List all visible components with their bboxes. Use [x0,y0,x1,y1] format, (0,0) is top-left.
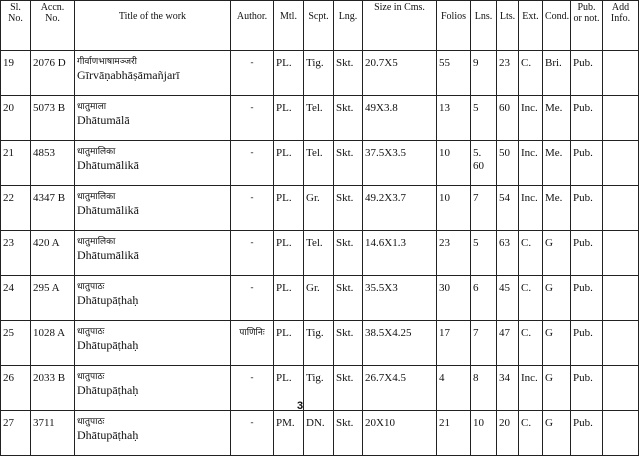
title-devanagari: धातुपाठः [77,417,105,427]
title-transliteration: Dhātumālikā [77,158,139,172]
title-devanagari: धातुमालिका [77,147,116,157]
cell-title [75,186,231,231]
cell-published: Pub. [571,366,603,411]
lines-value: 6 [473,282,479,294]
cell-condition: Me. [543,141,571,186]
cell-lines [471,411,497,456]
title-devanagari: धातुमालिका [77,192,116,202]
cell-material: PL. [274,96,304,141]
cell-additional-info [603,186,639,231]
title-devanagari: धातुमाला [77,102,107,112]
cell-accn-no: 2076 D [31,51,75,96]
cell-author: - [231,141,274,186]
cell-title [75,231,231,276]
cell-size: 14.6X1.3 [363,231,437,276]
cell-title [75,96,231,141]
cell-folios: 30 [437,276,471,321]
cell-language: Skt. [334,51,363,96]
cell-title [75,141,231,186]
table-row [1,141,639,186]
cell-sl-no: 26 [1,366,31,411]
cell-script: Gr. [304,276,334,321]
cell-script: Tel. [304,231,334,276]
header-condition: Cond. [543,1,571,51]
cell-extent: Inc. [519,186,543,231]
cell-author: - [231,51,274,96]
cell-author: - [231,276,274,321]
cell-extent: C. [519,321,543,366]
cell-sl-no: 24 [1,276,31,321]
cell-size: 20X10 [363,411,437,456]
title-transliteration: Dhātupāṭhaḥ [77,338,139,352]
cell-language: Skt. [334,141,363,186]
cell-accn-no: 2033 B [31,366,75,411]
cell-accn-no: 3711 [31,411,75,456]
cell-extent: C. [519,276,543,321]
table-row [1,411,639,456]
table-row [1,276,639,321]
cell-script: Tel. [304,141,334,186]
cell-size: 38.5X4.25 [363,321,437,366]
header-folios: Folios [437,1,471,51]
title-transliteration: Dhātupāṭhaḥ [77,428,139,442]
cell-size: 26.7X4.5 [363,366,437,411]
cell-material: PM. [274,411,304,456]
cell-language: Skt. [334,96,363,141]
cell-language: Skt. [334,186,363,231]
cell-condition: G [543,321,571,366]
cell-material: PL. [274,276,304,321]
cell-size: 35.5X3 [363,276,437,321]
cell-letters: 54 [497,186,519,231]
cell-condition: G [543,366,571,411]
cell-published: Pub. [571,276,603,321]
cell-sl-no: 23 [1,231,31,276]
cell-sl-no: 25 [1,321,31,366]
cell-additional-info [603,276,639,321]
cell-folios: 17 [437,321,471,366]
header-language: Lng. [334,1,363,51]
table-row [1,96,639,141]
cell-folios: 55 [437,51,471,96]
cell-title [75,51,231,96]
lines-value: 5. [473,147,482,159]
cell-published: Pub. [571,231,603,276]
page-number: 3 [296,400,304,412]
cell-letters: 60 [497,96,519,141]
cell-additional-info [603,231,639,276]
cell-additional-info [603,141,639,186]
cell-condition: Me. [543,186,571,231]
cell-title [75,276,231,321]
cell-additional-info [603,96,639,141]
cell-size: 20.7X5 [363,51,437,96]
title-transliteration: Dhātupāṭhaḥ [77,383,139,397]
lines-value: 7 [473,192,479,204]
cell-script: Tig. [304,321,334,366]
cell-additional-info [603,321,639,366]
cell-language: Skt. [334,276,363,321]
cell-letters: 50 [497,141,519,186]
cell-letters: 34 [497,366,519,411]
lines-value: 5 [473,102,479,114]
cell-language: Skt. [334,366,363,411]
lines-value: 10 [473,417,484,429]
cell-additional-info [603,51,639,96]
lines-value: 8 [473,372,479,384]
cell-author: पाणिनिः [231,321,274,366]
cell-script: DN. [304,411,334,456]
cell-lines [471,96,497,141]
lines-value: 5 [473,237,479,249]
cell-script: Tig. [304,51,334,96]
header-sl-no: Sl. No. [1,1,31,51]
cell-accn-no: 4347 B [31,186,75,231]
cell-folios: 10 [437,186,471,231]
cell-material: PL. [274,366,304,411]
cell-lines [471,276,497,321]
cell-folios: 4 [437,366,471,411]
cell-material: PL. [274,141,304,186]
cell-folios: 13 [437,96,471,141]
title-transliteration: Dhātupāṭhaḥ [77,293,139,307]
cell-author: - [231,231,274,276]
cell-material: PL. [274,321,304,366]
cell-sl-no: 20 [1,96,31,141]
lines-value: 9 [473,57,479,69]
header-extent: Ext. [519,1,543,51]
cell-condition: G [543,276,571,321]
cell-lines [471,231,497,276]
cell-material: PL. [274,51,304,96]
cell-letters: 20 [497,411,519,456]
cell-script: Tig. [304,366,334,411]
title-devanagari: धातुपाठः [77,372,105,382]
cell-accn-no: 420 A [31,231,75,276]
cell-condition: Me. [543,96,571,141]
cell-extent: Inc. [519,141,543,186]
cell-size: 49.2X3.7 [363,186,437,231]
header-title: Title of the work [75,1,231,51]
cell-lines [471,321,497,366]
header-accn-no: Accn. No. [31,1,75,51]
cell-language: Skt. [334,231,363,276]
lines-value: 7 [473,327,479,339]
table-row [1,231,639,276]
cell-author: - [231,186,274,231]
title-devanagari: गीर्वाणभाषामञ्जरी [77,57,138,67]
cell-folios: 21 [437,411,471,456]
header-size: Size in Cms. [363,1,437,51]
cell-sl-no: 19 [1,51,31,96]
cell-script: Gr. [304,186,334,231]
title-transliteration: Gīrvāṇabhāṣāmañjarī [77,68,180,82]
cell-author: - [231,96,274,141]
cell-additional-info [603,366,639,411]
header-script: Scpt. [304,1,334,51]
cell-accn-no: 4853 [31,141,75,186]
cell-condition: G [543,231,571,276]
cell-extent: C. [519,231,543,276]
cell-lines [471,51,497,96]
cell-published: Pub. [571,51,603,96]
cell-letters: 63 [497,231,519,276]
cell-extent: C. [519,51,543,96]
title-transliteration: Dhātumālikā [77,203,139,217]
header-row [1,1,639,51]
cell-language: Skt. [334,321,363,366]
cell-title [75,411,231,456]
cell-published: Pub. [571,411,603,456]
cell-published: Pub. [571,321,603,366]
cell-author: - [231,411,274,456]
cell-extent: Inc. [519,366,543,411]
table-row [1,186,639,231]
cell-accn-no: 295 A [31,276,75,321]
title-transliteration: Dhātumālā [77,113,130,127]
title-devanagari: धातुपाठः [77,327,105,337]
cell-title [75,321,231,366]
cell-sl-no: 22 [1,186,31,231]
cell-folios: 23 [437,231,471,276]
table-row [1,321,639,366]
cell-published: Pub. [571,96,603,141]
cell-published: Pub. [571,186,603,231]
cell-folios: 10 [437,141,471,186]
cell-size: 37.5X3.5 [363,141,437,186]
header-material: Mtl. [274,1,304,51]
cell-letters: 47 [497,321,519,366]
table-row [1,51,639,96]
cell-lines [471,186,497,231]
lines-value-continued: 60 [473,160,484,172]
header-lines: Lns. [471,1,497,51]
title-devanagari: धातुपाठः [77,282,105,292]
cell-letters: 45 [497,276,519,321]
cell-accn-no: 5073 B [31,96,75,141]
cell-language: Skt. [334,411,363,456]
cell-accn-no: 1028 A [31,321,75,366]
cell-sl-no: 21 [1,141,31,186]
header-author: Author. [231,1,274,51]
cell-letters: 23 [497,51,519,96]
header-additional-info: Add Info. [603,1,639,51]
cell-material: PL. [274,231,304,276]
cell-size: 49X3.8 [363,96,437,141]
cell-material: PL. [274,186,304,231]
cell-sl-no: 27 [1,411,31,456]
header-letters: Lts. [497,1,519,51]
cell-extent: Inc. [519,96,543,141]
cell-condition: Bri. [543,51,571,96]
cell-lines [471,141,497,186]
cell-script: Tel. [304,96,334,141]
title-devanagari: धातुमालिका [77,237,116,247]
cell-additional-info [603,411,639,456]
header-published: Pub. or not. [571,1,603,51]
cell-author: - [231,366,274,411]
catalog-body [1,51,639,456]
title-transliteration: Dhātumālikā [77,248,139,262]
cell-published: Pub. [571,141,603,186]
cell-condition: G [543,411,571,456]
cell-extent: C. [519,411,543,456]
